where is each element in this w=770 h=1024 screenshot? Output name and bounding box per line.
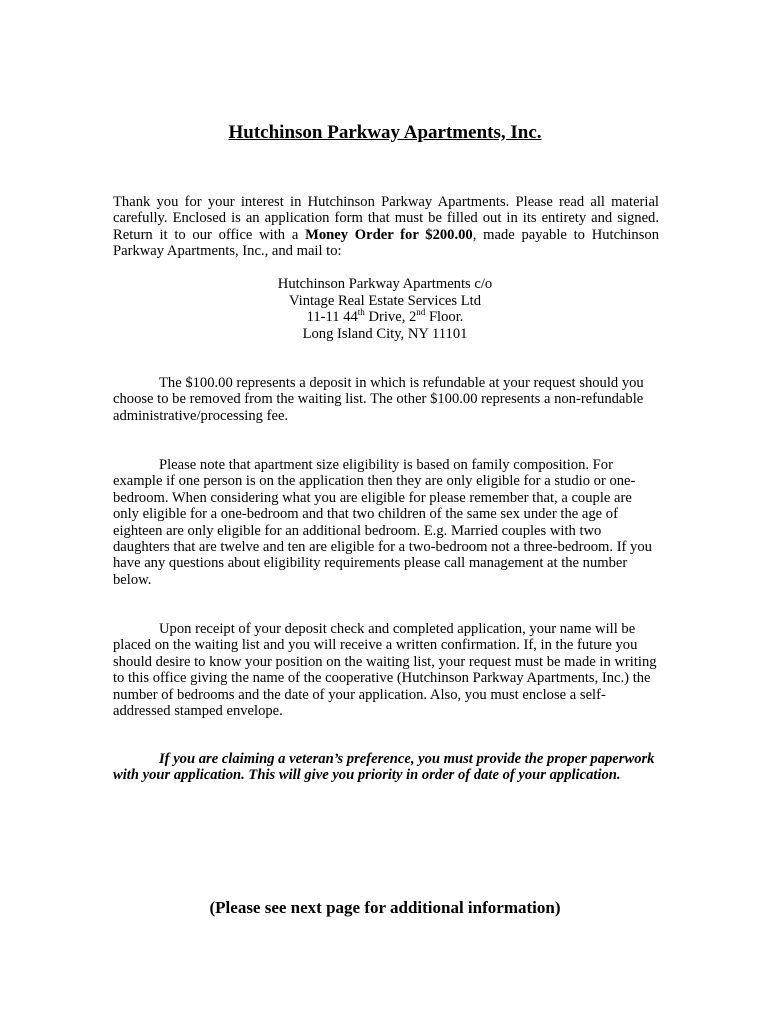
address-line-1: Hutchinson Parkway Apartments c/o bbox=[277, 276, 493, 292]
address-line-3-suffix-2: nd bbox=[416, 307, 426, 318]
deposit-text: The $100.00 represents a deposit in which is refundable at your request should you choose to be removed from the waiting list. The other $100.00 represents a non-refundable administrative/processing fee. bbox=[113, 375, 644, 424]
address-line-4: Long Island City, NY 11101 bbox=[302, 325, 468, 342]
receipt-paragraph bbox=[113, 621, 659, 719]
address-line-2: Vintage Real Estate Services Ltd bbox=[288, 292, 482, 309]
money-order-amount: Money Order for $200.00 bbox=[305, 226, 473, 243]
veteran-text: If you are claiming a veteran’s preference, you must provide the proper paperwork with your application. This will give you priority in order of date of your application. bbox=[113, 751, 655, 784]
intro-paragraph bbox=[113, 194, 659, 260]
document-title: Hutchinson Parkway Apartments, Inc. bbox=[228, 122, 542, 143]
address-line-3-suffix-1: th bbox=[357, 307, 365, 318]
eligibility-paragraph bbox=[113, 457, 659, 588]
address-line-3-street: 11-11 44 bbox=[306, 309, 358, 325]
eligibility-text: Please note that apartment size eligibility is based on family composition. For example if one person is on the application then they are only eligible for a studio or one-bedroom. When considering what you are eligible for please remember that, a couple are only eligible for a one-bedroom and that two children of the same sex under the age of eighteen are only eligible for an additional bedroom. E.g. Married couples with two daughters that are twelve and ten are eligible for a two-bedroom not a three-bedroom. If you have any questions about eligibility requirements please call management at the number below. bbox=[113, 457, 652, 588]
address-line-3-floor: Floor. bbox=[425, 309, 464, 325]
mailing-address bbox=[0, 276, 770, 342]
intro-text-part1: Thank you for your interest in Hutchinson Parkway Apartments. Please read all material carefully. Enclosed is an application form that must be filled out in its entirety and signed. Return it to our office with a bbox=[113, 194, 659, 243]
next-page-note: (Please see next page for additional information) bbox=[209, 898, 561, 917]
veteran-preference-paragraph bbox=[113, 751, 659, 784]
intro-text-part2: , made payable to Hutchinson Parkway Apartments, Inc., and mail to: bbox=[113, 226, 660, 260]
deposit-paragraph bbox=[113, 375, 659, 424]
address-line-3 bbox=[0, 309, 770, 326]
address-line-3-drive: Drive, 2 bbox=[364, 309, 417, 325]
receipt-text: Upon receipt of your deposit check and completed application, your name will be placed on the waiting list and you will receive a written confirmation. If, in the future you should desire to know your position on the waiting list, your request must be made in writing to this office giving the name of the cooperative (Hutchinson Parkway Apartments, Inc.) the number of bedrooms and the date of your application. Also, you must enclose a self-addressed stamped envelope. bbox=[113, 621, 657, 720]
